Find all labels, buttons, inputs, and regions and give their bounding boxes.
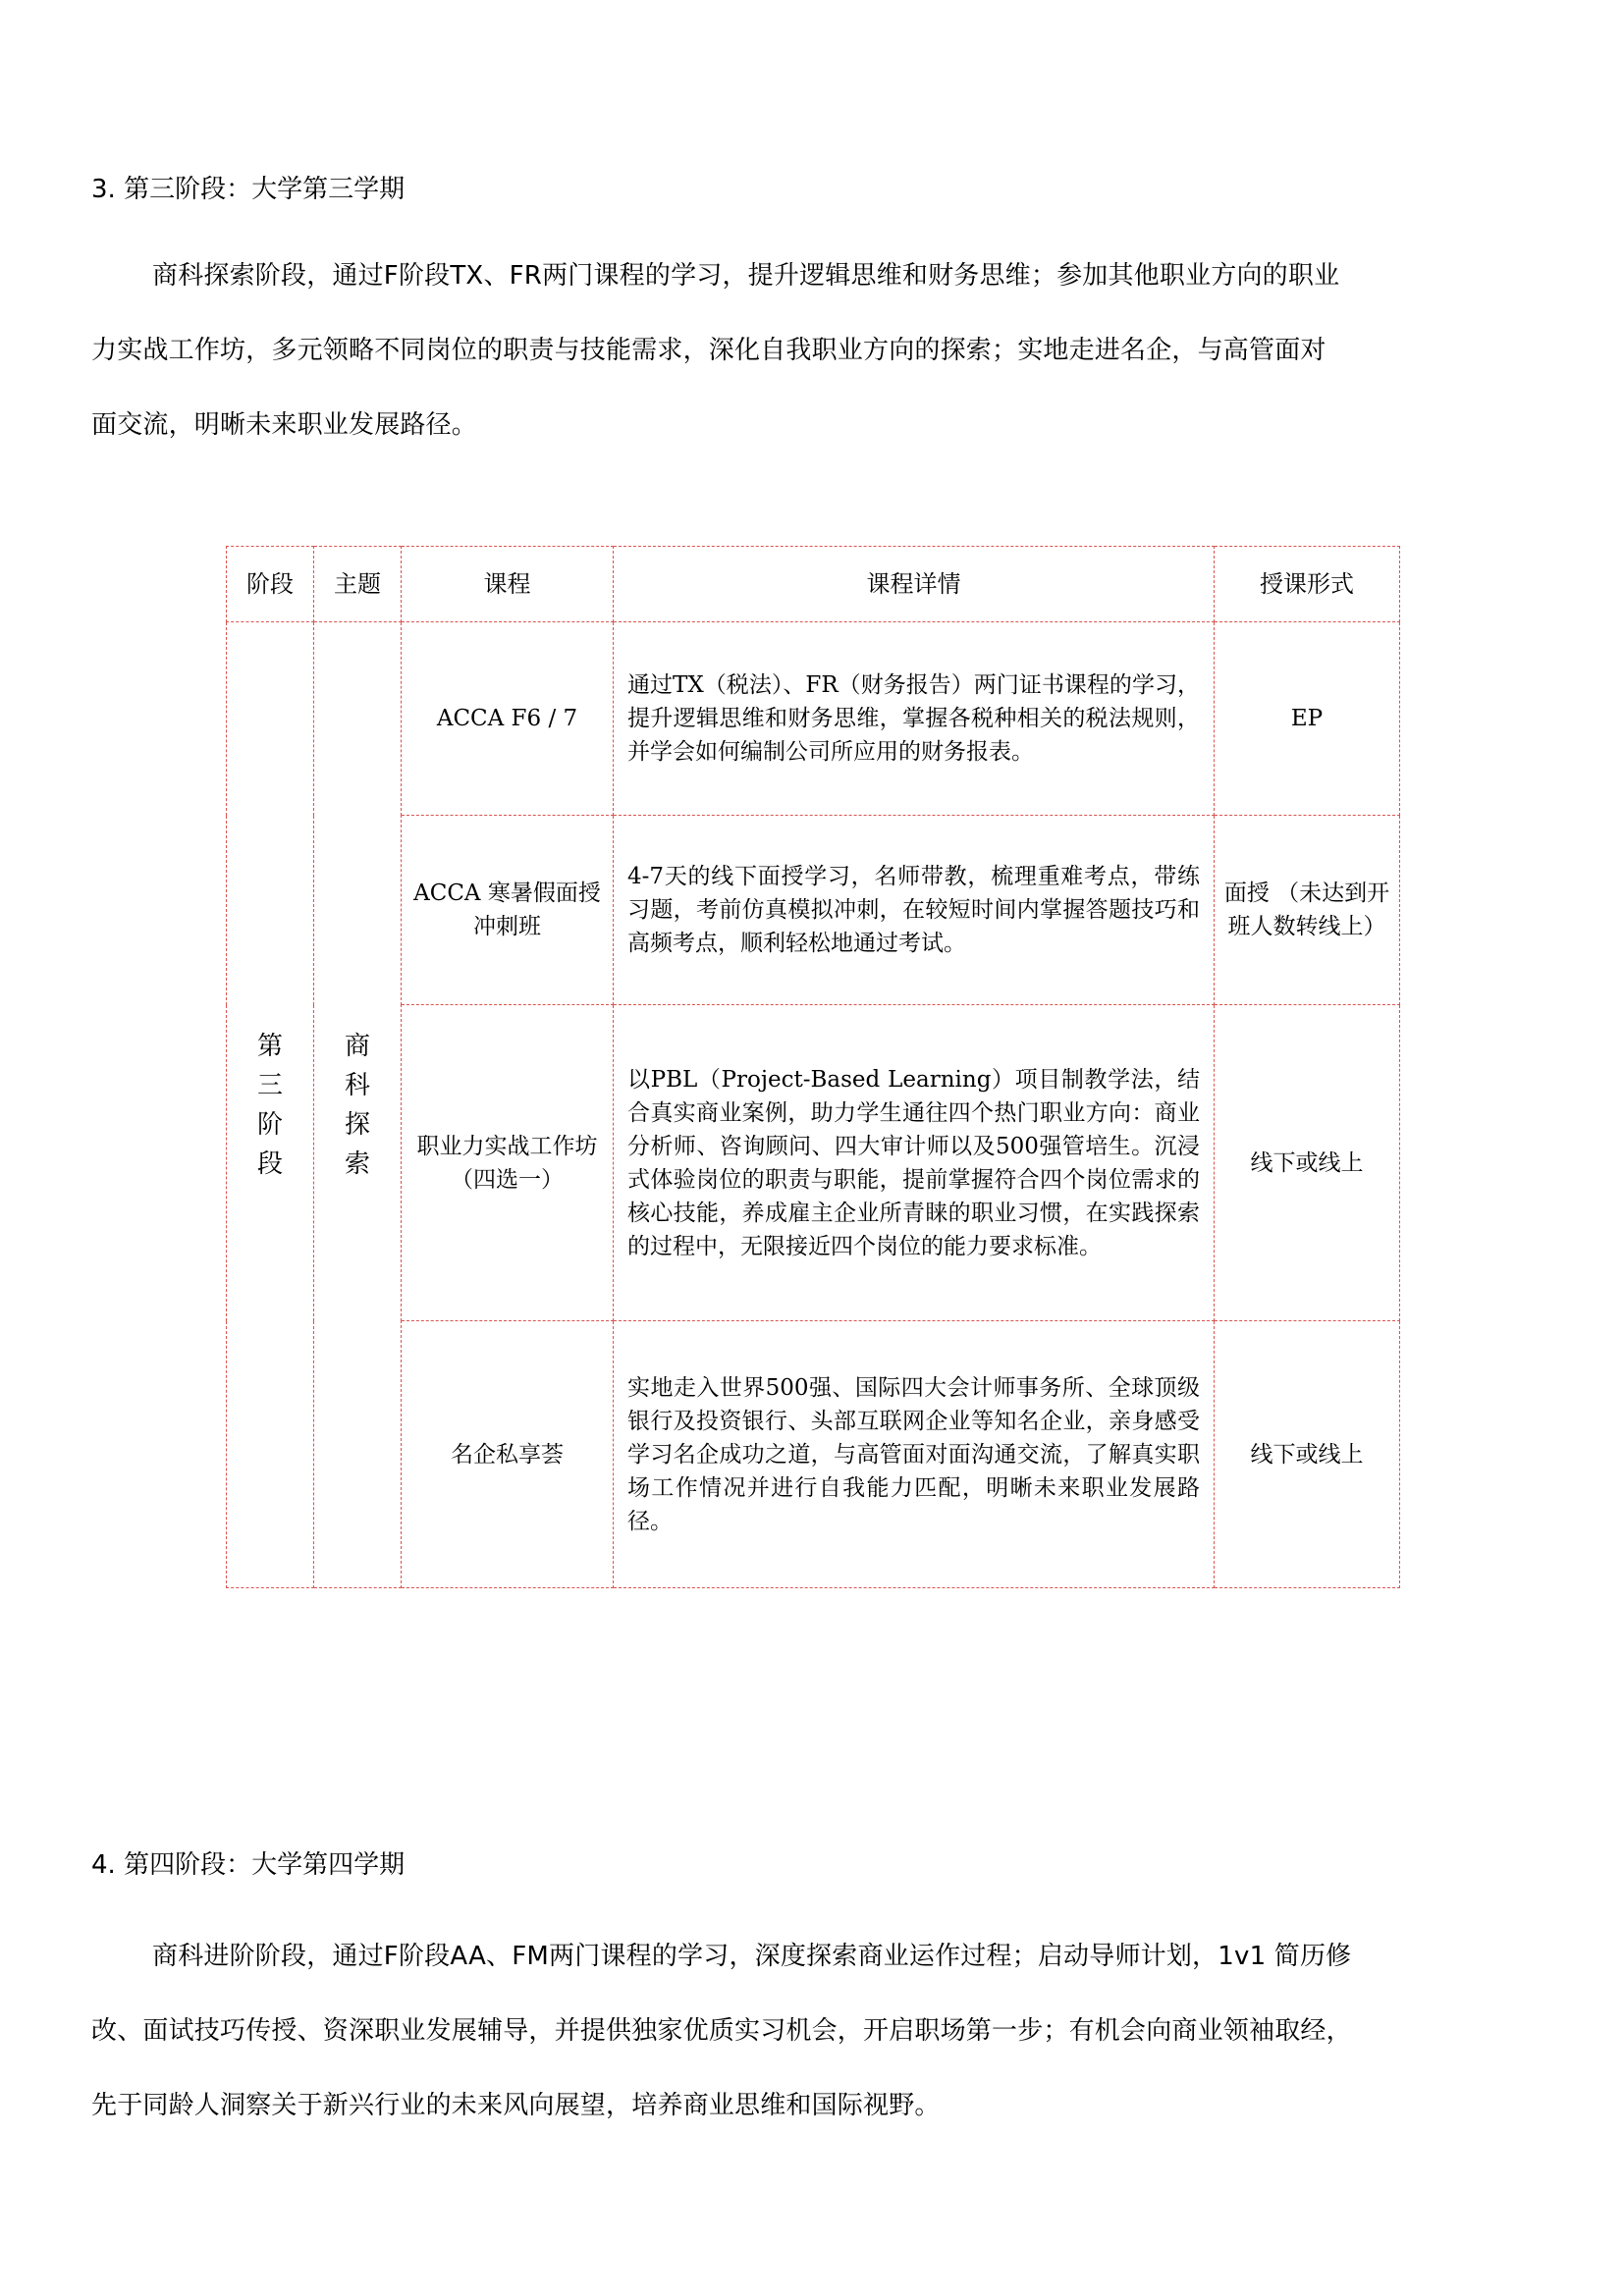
paragraph-line: 商科进阶阶段，通过F阶段AA、FM两门课程的学习，深度探索商业运作过程；启动导师计划，1v1 简历修 xyxy=(152,1942,1352,1971)
stage-label: 第三阶段 xyxy=(256,1031,283,1179)
section-4-paragraph xyxy=(91,1919,1525,2143)
course-cell: ACCA 寒暑假面授冲刺班 xyxy=(402,816,614,1005)
course-cell: 名企私享荟 xyxy=(402,1321,614,1588)
table-row xyxy=(227,1321,1400,1588)
header-format: 授课形式 xyxy=(1215,547,1400,622)
section-4-heading: 4. 第四阶段：大学第四学期 xyxy=(91,1850,406,1880)
theme-cell xyxy=(314,622,402,1588)
table-header-row xyxy=(227,547,1400,622)
format-cell: 面授 （未达到开班人数转线上） xyxy=(1215,816,1400,1005)
detail-cell: 以PBL（Project-Based Learning）项目制教学法，结合真实商业案例，助力学生通往四个热门职业方向：商业分析师、咨询顾问、四大审计师以及500强管培生。沉浸式体验岗位的职责与职能，提前掌握符合四个岗位需求的核心技能，养成雇主企业所青睐的职业习惯，在实践探索的过程中，无限接近四个岗位的能力要求标准。 xyxy=(614,1005,1215,1321)
paragraph-line: 力实战工作坊，多元领略不同岗位的职责与技能需求，深化自我职业方向的探索；实地走进名企，与高管面对 xyxy=(91,336,1326,365)
course-cell: 职业力实战工作坊（四选一） xyxy=(402,1005,614,1321)
header-course: 课程 xyxy=(402,547,614,622)
paragraph-line: 先于同龄人洞察关于新兴行业的未来风向展望，培养商业思维和国际视野。 xyxy=(91,2091,941,2120)
stage-cell xyxy=(227,622,314,1588)
section-3-heading: 3. 第三阶段：大学第三学期 xyxy=(91,175,406,204)
theme-label: 商科探索 xyxy=(344,1031,370,1179)
table-row xyxy=(227,622,1400,816)
detail-cell: 4-7天的线下面授学习，名师带教，梳理重难考点，带练习题，考前仿真模拟冲刺，在较短时间内掌握答题技巧和高频考点，顺利轻松地通过考试。 xyxy=(614,816,1215,1005)
detail-cell: 实地走入世界500强、国际四大会计师事务所、全球顶级银行及投资银行、头部互联网企业等知名企业，亲身感受学习名企成功之道，与高管面对面沟通交流，了解真实职场工作情况并进行自我能力匹配，明晰未来职业发展路径。 xyxy=(614,1321,1215,1588)
format-cell: 线下或线上 xyxy=(1215,1321,1400,1588)
course-cell: ACCA F6 / 7 xyxy=(402,622,614,816)
course-table xyxy=(226,546,1400,1588)
paragraph-line: 面交流，明晰未来职业发展路径。 xyxy=(91,410,478,440)
header-theme: 主题 xyxy=(314,547,402,622)
section-3-paragraph xyxy=(91,239,1525,462)
header-detail: 课程详情 xyxy=(614,547,1215,622)
paragraph-line: 改、面试技巧传授、资深职业发展辅导，并提供独家优质实习机会，开启职场第一步；有机会向商业领袖取经， xyxy=(91,2016,1352,2046)
header-stage: 阶段 xyxy=(227,547,314,622)
table-row xyxy=(227,816,1400,1005)
format-cell: EP xyxy=(1215,622,1400,816)
format-cell: 线下或线上 xyxy=(1215,1005,1400,1321)
table-row xyxy=(227,1005,1400,1321)
paragraph-line: 商科探索阶段，通过F阶段TX、FR两门课程的学习，提升逻辑思维和财务思维；参加其他职业方向的职业 xyxy=(152,261,1340,291)
detail-cell: 通过TX（税法）、FR（财务报告）两门证书课程的学习，提升逻辑思维和财务思维，掌握各税种相关的税法规则，并学会如何编制公司所应用的财务报表。 xyxy=(614,622,1215,816)
